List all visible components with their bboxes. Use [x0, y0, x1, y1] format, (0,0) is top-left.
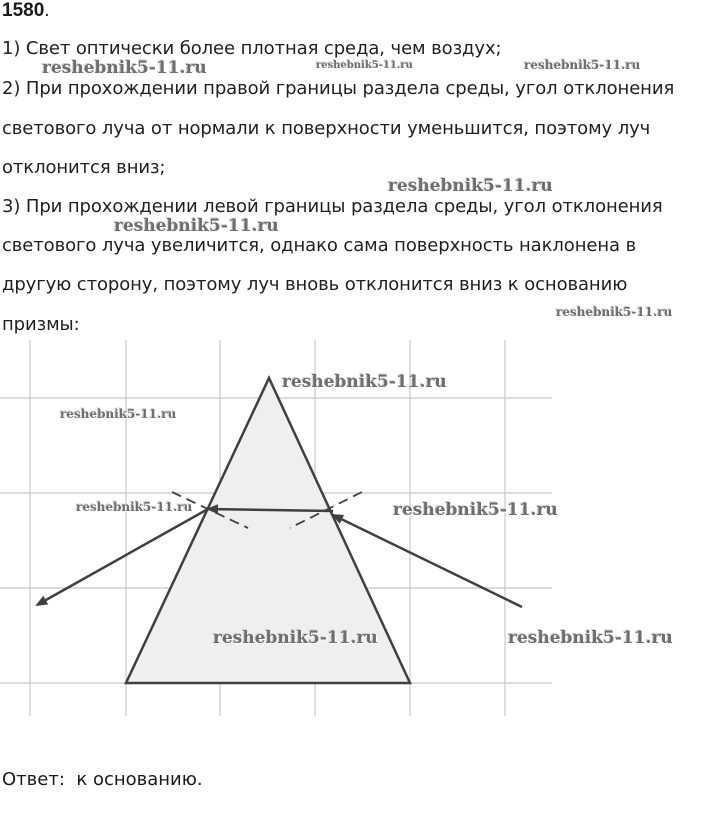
watermark: reshebnik5-11.ru: [393, 500, 558, 520]
watermark: reshebnik5-11.ru: [508, 628, 673, 648]
prism-diagram: [0, 340, 715, 720]
text-line-4: отклонится вниз;: [2, 157, 166, 178]
watermark: reshebnik5-11.ru: [282, 372, 447, 392]
watermark: reshebnik5-11.ru: [114, 216, 279, 236]
text-line-8: призмы:: [2, 314, 80, 335]
watermark: reshebnik5-11.ru: [213, 628, 378, 648]
text-line-7: другую сторону, поэтому луч вновь отклонится вниз к основанию: [2, 274, 628, 295]
watermark: reshebnik5-11.ru: [42, 58, 207, 78]
watermark: reshebnik5-11.ru: [524, 58, 641, 72]
text-line-3: светового луча от нормали к поверхности уменьшится, поэтому луч: [2, 118, 651, 139]
watermark: reshebnik5-11.ru: [60, 407, 177, 421]
text-line-6: светового луча увеличится, однако сама поверхность наклонена в: [2, 235, 637, 256]
problem-number: 1580.: [2, 0, 50, 21]
answer: Ответ: к основанию.: [2, 769, 203, 790]
watermark: reshebnik5-11.ru: [388, 176, 553, 196]
text-line-5: 3) При прохождении левой границы раздела среды, угол отклонения: [2, 196, 663, 217]
watermark: reshebnik5-11.ru: [316, 60, 413, 71]
text-line-2: 2) При прохождении правой границы раздела среды, угол отклонения: [2, 78, 675, 99]
watermark: reshebnik5-11.ru: [556, 305, 673, 319]
text-line-1: 1) Свет оптически более плотная среда, чем воздух;: [2, 38, 502, 59]
watermark: reshebnik5-11.ru: [76, 500, 193, 514]
